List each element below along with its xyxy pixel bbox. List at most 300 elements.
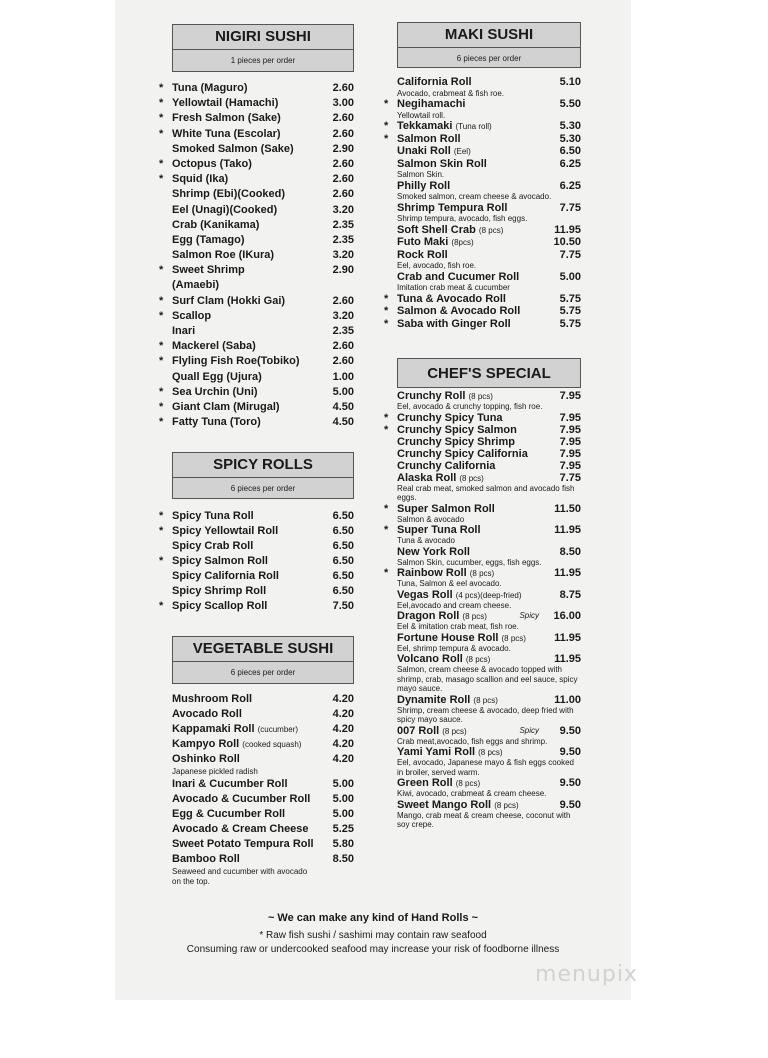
spicy-list	[159, 509, 354, 614]
item-description: Eel & imitation crab meat, fish roe.	[397, 622, 519, 631]
item-name: Tuna & Avocado Roll	[397, 292, 506, 305]
spicy-header	[172, 452, 354, 499]
item-name: Inari & Cucumber Roll	[172, 778, 288, 790]
item-price: 7.95	[559, 459, 581, 472]
item-description: Smoked salmon, cream cheese & avocado.	[397, 192, 552, 201]
menu-item	[159, 354, 354, 369]
menu-item	[159, 294, 354, 309]
item-price: 5.50	[559, 98, 581, 110]
veg-header	[172, 636, 354, 684]
item-price: 7.50	[332, 600, 354, 612]
item-price: 2.35	[332, 325, 354, 337]
menu-item	[172, 324, 354, 339]
star-marker: *	[384, 292, 389, 305]
maki-section	[384, 22, 581, 330]
item-portion-note: (8 pcs)	[455, 779, 481, 788]
item-price: 11.95	[554, 567, 581, 579]
item-name: Egg & Cucumber Roll	[172, 808, 286, 820]
menu-item	[384, 524, 581, 536]
item-name: Surf Clam (Hokki Gai)	[172, 294, 286, 307]
menu-item	[397, 653, 581, 665]
item-price: 7.95	[559, 447, 581, 460]
item-description: Tuna, Salmon & eel avocado.	[397, 579, 502, 588]
menu-item	[384, 305, 581, 318]
item-portion-note: (8 pcs)	[442, 726, 467, 736]
item-portion-note: (8 pcs)	[469, 569, 495, 578]
item-description: Shrimp, cream cheese & avocado, deep fried with spicy mayo sauce.	[397, 705, 574, 724]
item-name: Egg (Tamago)	[172, 233, 245, 246]
item-portion-note: (Eel)	[453, 147, 471, 156]
item-price: 11.95	[554, 653, 581, 665]
item-name: Avocado & Cream Cheese	[172, 823, 309, 835]
item-name: Shrimp Tempura Roll	[397, 201, 508, 214]
item-portion-note: (8 pcs)	[462, 612, 487, 621]
menu-item	[397, 249, 581, 262]
item-price: 2.60	[332, 355, 354, 368]
item-price: 6.50	[332, 525, 354, 537]
item-price: 4.20	[332, 708, 354, 720]
item-portion-note: (cucumber)	[257, 725, 299, 734]
menu-item	[159, 172, 354, 187]
item-name: Philly Roll	[397, 179, 451, 192]
item-name: Crunchy Spicy Shrimp	[397, 435, 515, 448]
menu-item	[172, 752, 354, 767]
item-price: 2.60	[332, 173, 354, 186]
item-name: Futo Maki	[397, 236, 449, 248]
menu-item	[397, 271, 581, 284]
menu-item	[384, 317, 581, 331]
menu-item	[172, 584, 354, 599]
star-marker: *	[159, 400, 164, 413]
star-marker: *	[159, 127, 164, 140]
item-name: Fatty Tuna (Toro)	[172, 416, 261, 429]
menu-item	[159, 263, 354, 278]
star-marker: *	[159, 510, 164, 522]
star-marker: *	[159, 416, 164, 429]
menu-item	[159, 509, 354, 524]
star-marker: *	[384, 317, 389, 330]
menu-item	[397, 632, 581, 644]
nigiri-title: NIGIRI SUSHI	[173, 25, 353, 50]
item-name: Vegas Roll	[397, 588, 453, 601]
item-price: 1.00	[332, 370, 354, 383]
item-price: 6.50	[332, 585, 354, 597]
item-portion-note: (8 pcs)	[473, 695, 498, 705]
item-description: Yellowtail roll.	[397, 110, 446, 120]
item-name: Rainbow Roll	[397, 567, 467, 579]
menu-item	[397, 610, 581, 622]
star-marker: *	[159, 340, 164, 353]
item-name: Salmon & Avocado Roll	[397, 305, 521, 317]
menu-item	[172, 142, 354, 157]
veg-section	[172, 636, 354, 887]
spicy-subtitle: 6 pieces per order	[230, 484, 296, 493]
menu-item	[159, 157, 354, 172]
nigiri-section	[159, 24, 354, 430]
item-description: Imitation crab meat & cucumber	[397, 283, 510, 292]
nigiri-header	[172, 24, 354, 72]
item-name: Green Roll	[397, 777, 453, 789]
menu-item	[397, 180, 581, 193]
menu-item	[159, 309, 354, 324]
menu-item	[159, 554, 354, 569]
spicy-tag: Spicy	[519, 725, 539, 735]
spicy-section	[159, 452, 354, 614]
item-description: Tuna & avocado	[397, 536, 455, 545]
menu-item	[397, 777, 581, 789]
chef-section	[384, 358, 581, 830]
menu-item	[397, 799, 581, 811]
item-description: Seaweed and cucumber with avocado on the top.	[172, 867, 308, 886]
menu-item	[172, 370, 354, 385]
item-price: 4.20	[332, 738, 354, 750]
menu-item	[397, 725, 581, 737]
menu-item	[172, 737, 354, 752]
item-name: Super Salmon Roll	[397, 502, 495, 515]
menu-item	[172, 792, 354, 807]
menu-item	[384, 98, 581, 111]
item-price: 2.35	[332, 233, 354, 246]
star-marker: *	[384, 411, 389, 424]
item-price: 5.10	[559, 76, 581, 88]
item-price: 3.00	[332, 97, 354, 110]
item-price: 5.30	[559, 120, 581, 132]
nigiri-subtitle: 1 pieces per order	[230, 56, 296, 65]
item-name: Crab and Cucumer Roll	[397, 270, 520, 283]
item-portion-note: (8pcs)	[451, 238, 474, 247]
menu-item	[384, 120, 581, 133]
menu-item	[397, 460, 581, 472]
item-price: 7.95	[559, 411, 581, 424]
item-price: 5.75	[559, 317, 581, 330]
menu-item	[397, 436, 581, 448]
menu-item	[172, 837, 354, 852]
item-name: Oshinko Roll	[172, 753, 240, 765]
item-name: Squid (Ika)	[172, 173, 229, 186]
menu-item	[397, 448, 581, 460]
item-name: Mushroom Roll	[172, 693, 253, 705]
item-description: Real crab meat, smoked salmon and avocado fish eggs.	[397, 483, 575, 502]
item-price: 7.95	[559, 423, 581, 436]
item-price: 7.95	[559, 435, 581, 448]
item-price: 5.30	[559, 132, 581, 145]
item-price: 10.50	[553, 236, 581, 248]
item-name: Spicy Crab Roll	[172, 540, 254, 552]
item-description: Salmon Skin.	[397, 170, 445, 179]
item-name: Alaska Roll	[397, 471, 457, 484]
item-price: 2.60	[332, 340, 354, 353]
item-name: Spicy Tuna Roll	[172, 510, 254, 522]
menupix-watermark: menupix	[535, 962, 638, 987]
menu-item	[172, 278, 354, 293]
star-marker: *	[384, 98, 389, 110]
menu-item	[159, 339, 354, 354]
menu-item	[159, 81, 354, 96]
item-name: Inari	[172, 325, 196, 337]
maki-title: MAKI SUSHI	[398, 23, 580, 48]
menu-item	[397, 145, 581, 158]
foodborne-warning: Consuming raw or undercooked seafood may increase your risk of foodborne illness	[186, 944, 560, 955]
item-price: 7.75	[559, 471, 581, 484]
item-price: 7.75	[559, 201, 581, 214]
item-price: 2.60	[332, 82, 354, 94]
item-name: Fresh Salmon (Sake)	[172, 112, 281, 125]
menu-item	[397, 202, 581, 215]
menu-item	[159, 599, 354, 614]
item-description: Eel, avocado, fish roe.	[397, 261, 477, 270]
item-description: Avocado, crabmeat & fish roe.	[397, 88, 505, 98]
item-price: 5.00	[559, 270, 581, 283]
menu-item	[397, 236, 581, 249]
item-description: Salmon & avocado	[397, 514, 465, 524]
menu-item	[172, 807, 354, 822]
item-name: Bamboo Roll	[172, 853, 240, 865]
item-price: 4.20	[332, 753, 354, 765]
item-name: Yellowtail (Hamachi)	[172, 97, 279, 110]
item-name: Volcano Roll	[397, 653, 463, 665]
item-price: 9.50	[559, 798, 581, 811]
menu-item	[172, 569, 354, 584]
item-name: Soft Shell Crab	[397, 223, 476, 236]
item-name: Tuna (Maguro)	[172, 82, 248, 94]
item-name: Negihamachi	[397, 98, 466, 110]
menu-item	[384, 423, 581, 436]
star-marker: *	[159, 112, 164, 125]
spicy-title: SPICY ROLLS	[173, 453, 353, 478]
item-price: 16.00	[553, 610, 581, 622]
star-marker: *	[159, 294, 164, 307]
menu-item	[397, 546, 581, 558]
item-name: Kampyo Roll	[172, 738, 240, 750]
menu-item	[384, 132, 581, 146]
star-marker: *	[384, 502, 389, 515]
star-marker: *	[384, 524, 389, 536]
item-price: 5.75	[559, 305, 581, 317]
item-price: 5.80	[332, 838, 354, 850]
menu-item	[397, 224, 581, 237]
star-marker: *	[159, 157, 164, 170]
item-name: Tekkamaki	[397, 120, 453, 132]
item-name: Rock Roll	[397, 248, 448, 261]
menu-item	[172, 822, 354, 837]
item-description: Eel, shrimp tempura & avocado.	[397, 643, 511, 653]
menu-item	[384, 567, 581, 579]
item-name: Mackerel (Saba)	[172, 340, 256, 353]
item-name: Giant Clam (Mirugal)	[172, 400, 280, 413]
item-price: 2.60	[332, 188, 354, 201]
item-name: Spicy Scallop Roll	[172, 600, 268, 612]
item-description: Eel,avocado and cream cheese.	[397, 600, 512, 610]
item-price: 11.50	[554, 502, 581, 515]
menu-item	[172, 707, 354, 722]
menu-item	[159, 111, 354, 126]
chef-header	[397, 358, 581, 388]
item-portion-note: (8 pcs)	[465, 655, 491, 664]
item-name: Sweet Potato Tempura Roll	[172, 838, 314, 850]
item-name: Sweet Shrimp	[172, 264, 245, 277]
item-price: 3.20	[332, 203, 354, 216]
menu-item	[397, 76, 581, 89]
item-name: Flyling Fish Roe(Tobiko)	[172, 355, 300, 368]
item-price: 2.60	[332, 127, 354, 140]
item-portion-note: (Tuna roll)	[455, 122, 492, 131]
item-description: Crab meat,avocado, fish eggs and shrimp.	[397, 736, 548, 746]
item-price: 2.60	[332, 112, 354, 125]
menu-item	[172, 218, 354, 233]
menu-item	[384, 411, 581, 424]
chef-list	[384, 390, 581, 830]
item-portion-note: (8 pcs)	[501, 633, 526, 643]
menu-item	[172, 203, 354, 218]
item-portion-note: (8 pcs)	[459, 473, 484, 483]
menu-item	[397, 589, 581, 601]
menu-item	[397, 746, 581, 758]
maki-list	[384, 76, 581, 330]
menu-item	[397, 472, 581, 484]
item-price: 5.00	[332, 385, 354, 398]
item-name: Spicy California Roll	[172, 570, 279, 582]
menu-item	[172, 692, 354, 707]
star-marker: *	[159, 264, 164, 277]
star-marker: *	[159, 97, 164, 110]
item-price: 5.25	[332, 823, 354, 835]
item-price: 8.75	[559, 588, 581, 601]
item-description: Japanese pickled radish	[172, 767, 258, 776]
nigiri-list	[159, 81, 354, 430]
menu-item	[172, 852, 354, 867]
menu-item	[159, 400, 354, 415]
item-price: 2.90	[332, 264, 354, 277]
item-name: Crunchy Spicy California	[397, 447, 528, 460]
menu-item	[159, 524, 354, 539]
veg-title: VEGETABLE SUSHI	[173, 637, 353, 662]
menu-item	[172, 233, 354, 248]
item-name: Salmon Roe (IKura)	[172, 249, 275, 262]
star-marker: *	[159, 385, 164, 398]
star-marker: *	[384, 305, 389, 317]
item-price: 11.95	[554, 631, 581, 644]
menu-item	[397, 694, 581, 706]
item-price: 4.50	[332, 400, 354, 413]
item-name: Salmon Roll	[397, 132, 461, 145]
item-name: Spicy Yellowtail Roll	[172, 525, 279, 537]
item-name: Unaki Roll	[397, 145, 451, 157]
spicy-tag: Spicy	[519, 611, 539, 620]
item-price: 6.25	[559, 179, 581, 192]
star-marker: *	[384, 132, 389, 145]
star-marker: *	[159, 555, 164, 567]
item-price: 8.50	[559, 545, 581, 558]
menu-item	[159, 96, 354, 111]
item-price: 6.50	[332, 570, 354, 582]
item-description: Kiwi, avocado, crabmeat & cream cheese.	[397, 789, 547, 798]
menu-item	[397, 390, 581, 402]
item-name: California Roll	[397, 76, 472, 88]
item-portion-note: (8 pcs)	[478, 225, 504, 235]
menu-item	[172, 777, 354, 792]
item-price: 11.95	[554, 524, 581, 536]
item-price: 5.00	[332, 793, 354, 805]
item-description: Salmon Skin, cucumber, eggs, fish eggs.	[397, 557, 542, 567]
item-name: Spicy Salmon Roll	[172, 555, 268, 567]
item-description: Eel, avocado, Japanese mayo & fish eggs cooked in broiler, served warm.	[397, 758, 574, 777]
veg-subtitle: 6 pieces per order	[230, 668, 296, 677]
item-name: Dynamite Roll	[397, 693, 471, 706]
item-name: 007 Roll	[397, 724, 440, 737]
menu-item	[159, 415, 354, 430]
item-price: 9.50	[559, 746, 581, 758]
chef-title: CHEF'S SPECIAL	[427, 365, 551, 382]
item-name: Sweet Mango Roll	[397, 798, 492, 811]
item-name: Eel (Unagi)(Cooked)	[172, 203, 278, 216]
item-name: Yami Yami Roll	[397, 746, 476, 758]
item-price: 7.75	[559, 248, 581, 261]
item-price: 6.50	[332, 540, 354, 552]
menu-item	[172, 248, 354, 263]
item-price: 5.00	[332, 778, 354, 790]
handrolls-note: ~ We can make any kind of Hand Rolls ~	[267, 912, 479, 924]
star-marker: *	[159, 309, 164, 322]
maki-header	[397, 22, 581, 68]
item-price: 5.00	[332, 808, 354, 820]
item-price: 6.50	[332, 555, 354, 567]
item-portion-note: (8 pcs)	[494, 800, 519, 810]
menu-item	[384, 292, 581, 306]
item-price: 7.95	[559, 390, 581, 402]
item-name: Avocado Roll	[172, 708, 242, 720]
item-price: 2.35	[332, 218, 354, 231]
item-price: 6.25	[559, 157, 581, 170]
star-marker: *	[384, 120, 389, 132]
menu-item	[159, 385, 354, 400]
item-name: Shrimp (Ebi)(Cooked)	[172, 188, 286, 201]
item-price: 2.60	[332, 157, 354, 170]
item-description: Shrimp tempura, avocado, fish eggs.	[397, 214, 528, 223]
item-name: Avocado & Cucumber Roll	[172, 793, 311, 805]
item-portion-note: (8 pcs)	[468, 392, 493, 401]
menu-item	[172, 187, 354, 202]
item-price: 4.20	[332, 693, 354, 705]
item-portion-note: (8 pcs)	[478, 748, 503, 757]
item-name: Super Tuna Roll	[397, 524, 481, 536]
star-marker: *	[384, 567, 389, 579]
item-name: Crunchy Spicy Tuna	[397, 411, 503, 424]
item-name: Crab (Kanikama)	[172, 218, 260, 231]
item-price: 2.90	[332, 142, 354, 155]
item-name: White Tuna (Escolar)	[172, 127, 281, 140]
item-name: Spicy Shrimp Roll	[172, 585, 267, 597]
star-marker: *	[384, 423, 389, 436]
star-marker: *	[159, 82, 164, 94]
item-name: Dragon Roll	[397, 610, 460, 622]
raw-fish-note: * Raw fish sushi / sashimi may contain raw seafood	[259, 930, 487, 941]
item-name: Scallop	[172, 309, 212, 322]
item-name: Smoked Salmon (Sake)	[172, 142, 294, 155]
item-name: Crunchy California	[397, 459, 496, 472]
star-marker: *	[159, 600, 164, 612]
item-description: Eel, avocado & crunchy topping, fish roe.	[397, 402, 543, 411]
item-price: 11.95	[554, 223, 581, 236]
star-marker: *	[159, 173, 164, 186]
menu-item	[384, 502, 581, 515]
item-name: Kappamaki Roll	[172, 723, 255, 735]
item-description: Mango, crab meat & cream cheese, coconut with soy crepe.	[397, 810, 571, 829]
menu-item	[172, 539, 354, 554]
item-name: Octopus (Tako)	[172, 157, 252, 170]
item-price: 11.00	[554, 693, 581, 706]
item-name: Crunchy Roll	[397, 390, 466, 402]
item-price: 5.75	[559, 292, 581, 305]
